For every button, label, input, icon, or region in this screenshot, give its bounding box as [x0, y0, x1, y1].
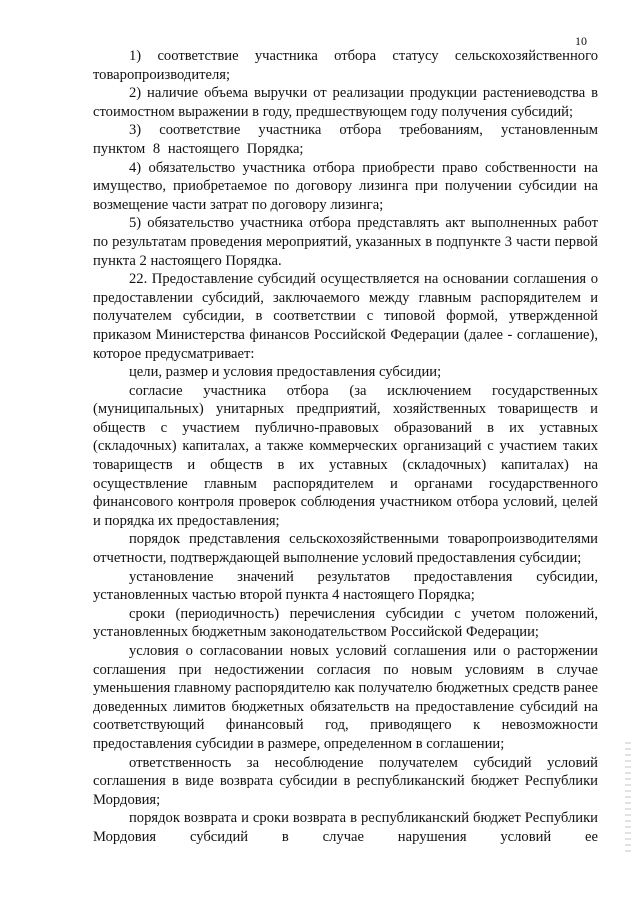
paragraph-consent: согласие участника отбора (за исключением государственных (муниципальных) унитарных предприятий, хозяйственных товариществ и обществ с участием публично-правовых образований в их уставных (складочных) капиталах, а также коммерческих организаций с участием таких товариществ и обществ в их уставных (складочных) капиталах) на осуществление главным распорядителем и органами государственного финансового контроля проверок соблюдения участником отбора условий, целей и порядка их предоставления; [93, 382, 598, 529]
paragraph-agreement-changes: условия о согласовании новых условий соглашения или о расторжении соглашения при недостижении согласия по новым условиям в случае уменьшения главному распорядителю как получателю бюджетных средств ранее доведенных лимитов бюджетных обязательств на предоставление субсидий на соответствующий финансовый год, приводящего к невозможности предоставления субсидии в размере, определенном в соглашении; [93, 643, 598, 752]
paragraph-criterion-2: 2) наличие объема выручки от реализации продукции растениеводства в стоимостном выражении в году, предшествующем году получения субсидий; [93, 85, 598, 120]
paragraph-transfer-terms: сроки (периодичность) перечисления субсидии с учетом положений, установленных бюджетным законодательством Российской Федерации; [93, 605, 598, 641]
paragraph-criterion-1: 1) соответствие участника отбора статусу сельскохозяйственного товаропроизводителя; [93, 48, 598, 83]
paragraph-results: установление значений результатов предоставления субсидии, установленных частью второй пункта 4 настоящего Порядка; [93, 568, 598, 604]
document-body [93, 47, 598, 847]
paragraph-reporting: порядок представления сельскохозяйственными товаропроизводителями отчетности, подтверждающей выполнение условий предоставления субсидии; [93, 531, 598, 567]
paragraph-refund: порядок возврата и сроки возврата в республиканский бюджет Республики Мордовия субсидий в случае нарушения условий ее [93, 810, 598, 845]
scan-margin-mark [625, 742, 631, 852]
paragraph-criterion-5: 5) обязательство участника отбора представлять акт выполненных работ по результатам проведения мероприятий, указанных в подпункте 3 части первой пункта 2 настоящего Порядка. [93, 215, 598, 269]
page-number: 10 [575, 34, 587, 48]
paragraph-criterion-3: 3) соответствие участника отбора требованиям, установленным пунктом 8 настоящего Порядка; [93, 122, 598, 157]
paragraph-criterion-4: 4) обязательство участника отбора приобрести право собственности на имущество, приобретаемое по договору лизинга при получении субсидии на возмещение части затрат по договору лизинга; [93, 159, 598, 213]
paragraph-goals: цели, размер и условия предоставления субсидии; [129, 364, 442, 381]
paragraph-clause-22: 22. Предоставление субсидий осуществляется на основании соглашения о предоставлении субсидий, заключаемого между главным распорядителем и получателем субсидии, в соответствии с типовой формой, утвержденной приказом Министерства финансов Российской Федерации (далее - соглашение), которое предусматривает: [93, 271, 598, 362]
paragraph-liability: ответственность за несоблюдение получателем субсидий условий соглашения в виде возврата субсидии в республиканский бюджет Республики Мордовия; [93, 754, 598, 808]
